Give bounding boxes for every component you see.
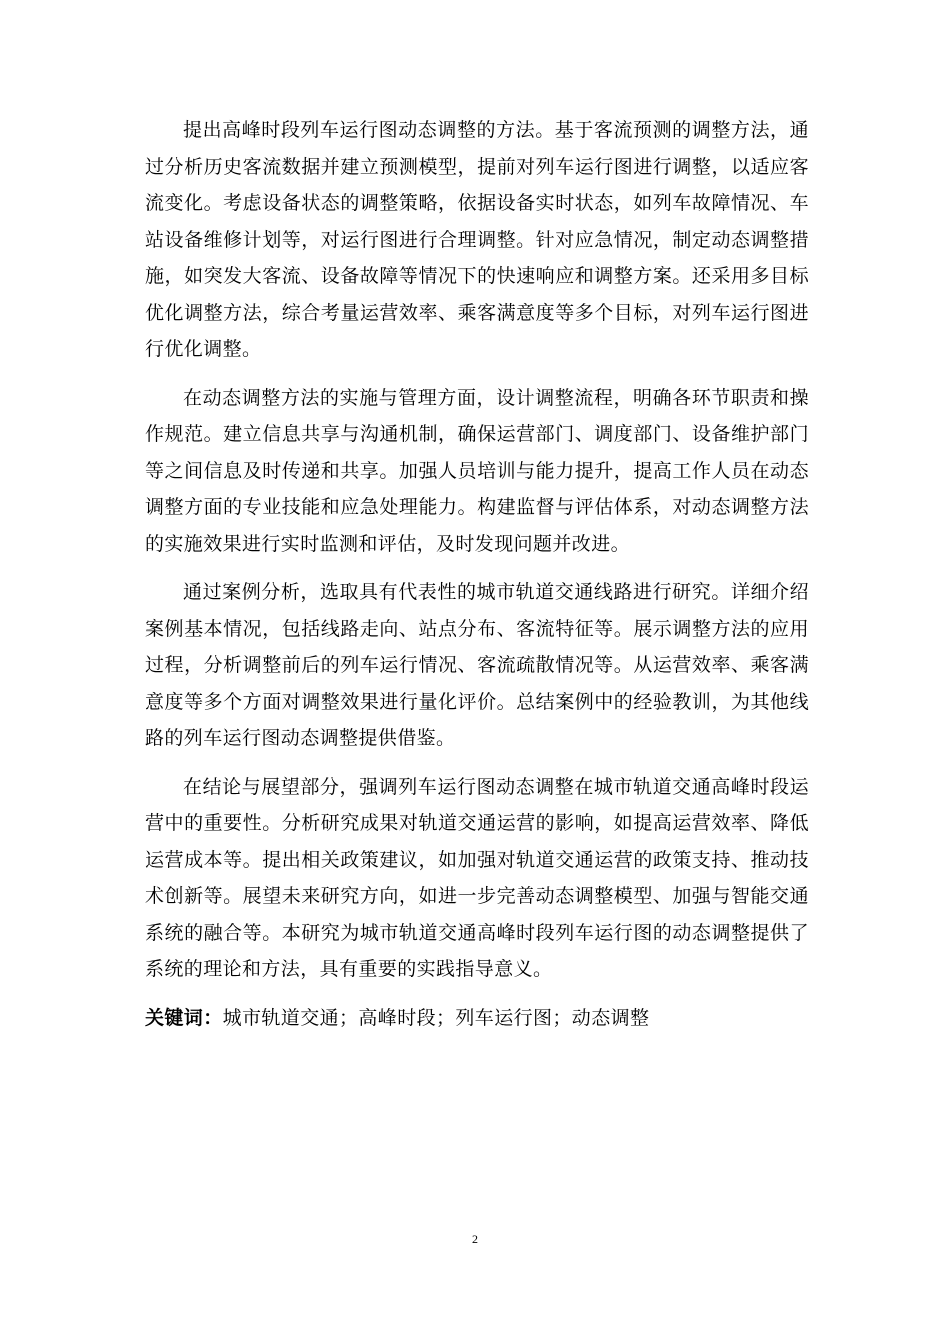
page-number: 2 [472,1232,478,1246]
keywords-line [145,1000,809,1036]
paragraph-adjustment-methods: 提出高峰时段列车运行图动态调整的方法。基于客流预测的调整方法，通过分析历史客流数据并建立预测模型，提前对列车运行图进行调整，以适应客流变化。考虑设备状态的调整策略，依据设备实时状态，如列车故障情况、车站设备维修计划等，对运行图进行合理调整。针对应急情况，制定动态调整措施，如突发大客流、设备故障等情况下的快速响应和调整方案。还采用多目标优化调整方法，综合考量运营效率、乘客满意度等多个目标，对列车运行图进行优化调整。 [145,119,809,360]
keywords-text: 城市轨道交通；高峰时段；列车运行图；动态调整 [222,1006,650,1029]
paragraph-conclusion-outlook: 在结论与展望部分，强调列车运行图动态调整在城市轨道交通高峰时段运营中的重要性。分析研究成果对轨道交通运营的影响，如提高运营效率、降低运营成本等。提出相关政策建议，如加强对轨道交通运营的政策支持、推动技术创新等。展望未来研究方向，如进一步完善动态调整模型、加强与智能交通系统的融合等。本研究为城市轨道交通高峰时段列车运行图的动态调整提供了系统的理论和方法，具有重要的实践指导意义。 [145,775,809,980]
paragraph-case-study: 通过案例分析，选取具有代表性的城市轨道交通线路进行研究。详细介绍案例基本情况，包括线路走向、站点分布、客流特征等。展示调整方法的应用过程，分析调整前后的列车运行情况、客流疏散情况等。从运营效率、乘客满意度等多个方面对调整效果进行量化评价。总结案例中的经验教训，为其他线路的列车运行图动态调整提供借鉴。 [145,581,809,749]
paragraph-implementation-management: 在动态调整方法的实施与管理方面，设计调整流程，明确各环节职责和操作规范。建立信息共享与沟通机制，确保运营部门、调度部门、设备维护部门等之间信息及时传递和共享。加强人员培训与能力提升，提高工作人员在动态调整方面的专业技能和应急处理能力。构建监督与评估体系，对动态调整方法的实施效果进行实时监测和评估，及时发现问题并改进。 [145,386,809,555]
page-content [145,112,809,1036]
keywords-label: 关键词： [145,1006,223,1029]
